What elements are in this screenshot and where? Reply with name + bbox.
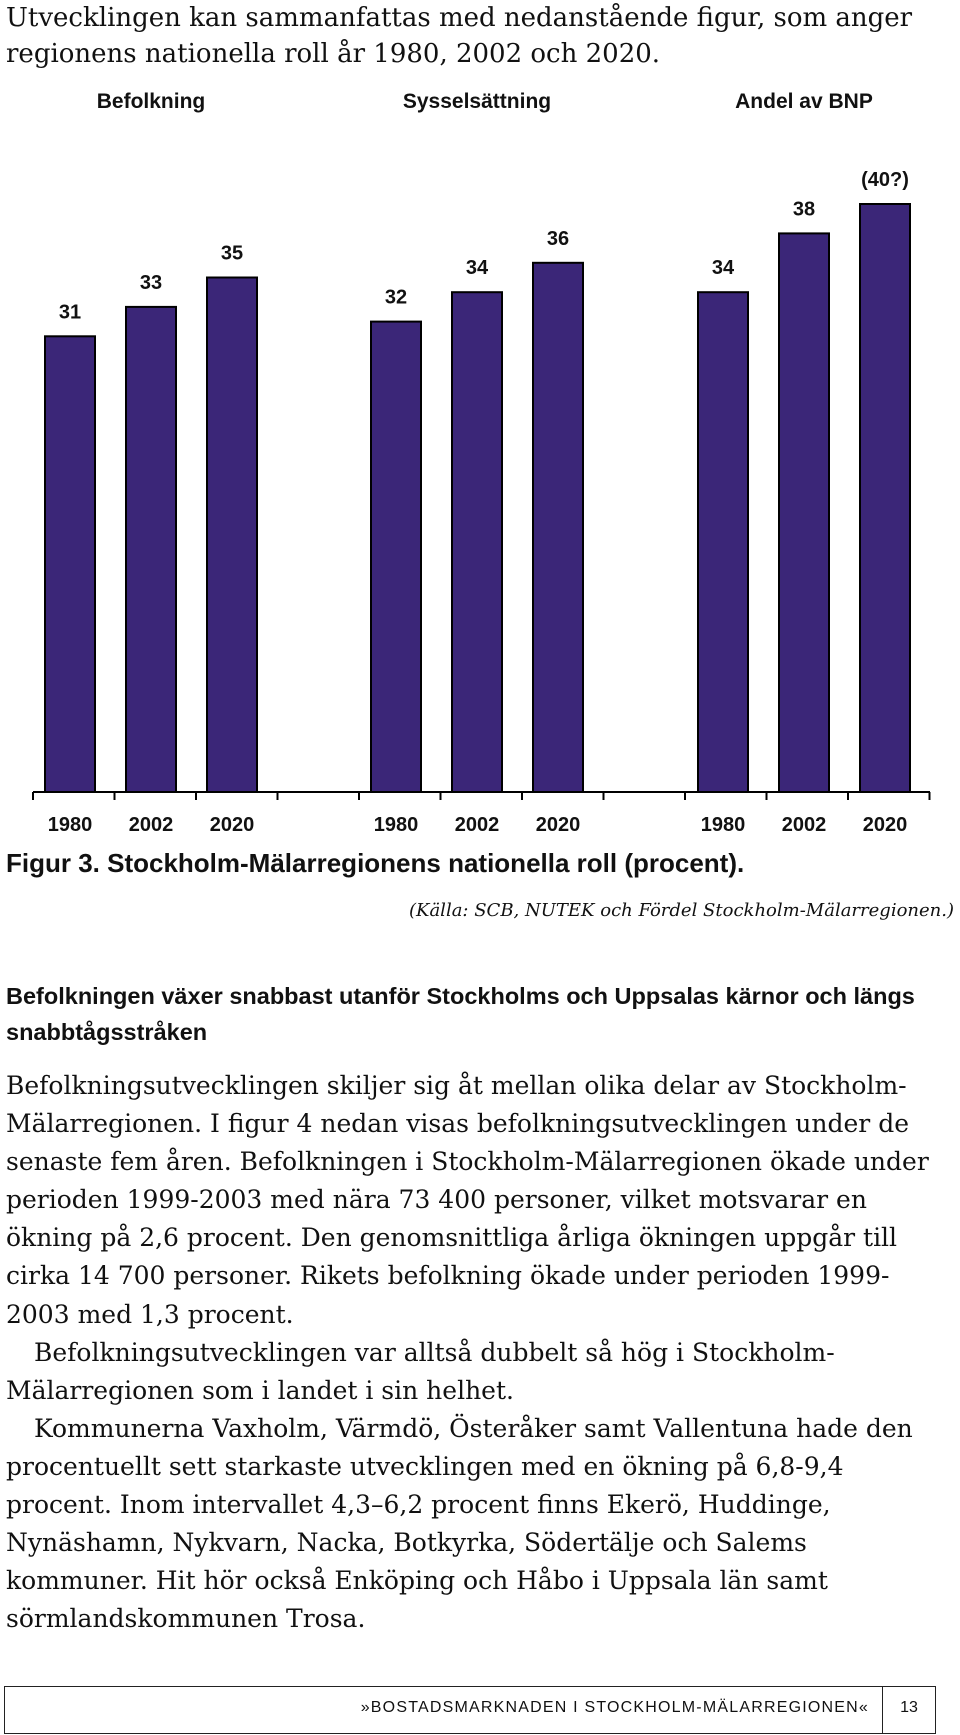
tick-label: 1980 xyxy=(700,814,746,836)
data-label: 38 xyxy=(792,198,816,221)
regional-role-bar-chart xyxy=(0,80,960,840)
intro-paragraph: Utvecklingen kan sammanfattas med nedanstående figur, som anger regionens nationella roll år 1980, 2002 och 2020. xyxy=(6,3,913,69)
tick-label: 2020 xyxy=(862,814,908,836)
bar xyxy=(371,322,421,792)
bar xyxy=(45,336,95,792)
tick-label: 1980 xyxy=(47,814,93,836)
chart-title: Andel av BNP xyxy=(735,90,873,113)
chart-title: Befolkning xyxy=(96,90,206,113)
data-label: 32 xyxy=(384,286,408,309)
paragraph: Kommunerna Vaxholm, Värmdö, Österåker samt Vallentuna hade den procentuellt sett starkaste utvecklingen med en ökning på 6,8-9,4 procent. Inom intervallet 4,3–6,2 procent finns Ekerö, Huddinge, Nynäshamn, Nykvarn, Nacka, Botkyrka, Södertälje och Salems kommuner. Hit hör också Enköping och Håbo i Uppsala län samt sörmlandskommunen Trosa. xyxy=(6,1413,913,1634)
data-label: (40?) xyxy=(861,169,909,191)
paragraph: Befolkningsutvecklingen skiljer sig åt mellan olika delar av Stockholm-Mälarregionen. I figur 4 nedan visas befolkningsutvecklingen under de senaste fem åren. Befolkningen i Stockholm-Mälarregionen ökade under perioden 1999-2003 med nära 73 400 personer, vilket motsvarar en ökning på 2,6 procent. Den genomsnittliga årliga ökningen uppgår till cirka 14 700 personer. Rikets befolkning ökade under perioden 1999-2003 med 1,3 procent. xyxy=(6,1071,929,1329)
data-label: 36 xyxy=(546,227,570,250)
tick-label: 2020 xyxy=(209,814,255,836)
tick-label: 2002 xyxy=(128,814,174,836)
paragraph: Befolkningsutvecklingen var alltså dubbelt så hög i Stockholm-Mälarregionen som i landet i sin helhet. xyxy=(6,1337,835,1405)
data-label: 35 xyxy=(220,242,244,265)
page-number: 13 xyxy=(900,1699,918,1716)
bar xyxy=(779,233,829,792)
tick-label: 2002 xyxy=(781,814,827,836)
body-text xyxy=(6,1067,951,1638)
section-heading: Befolkningen växer snabbast utanför Stockholms och Uppsalas kärnor och längs snabbtågsstråken xyxy=(6,983,915,1045)
data-label: 31 xyxy=(58,301,82,324)
bar xyxy=(860,204,910,792)
tick-label: 1980 xyxy=(373,814,419,836)
bar xyxy=(698,292,748,792)
figure-caption: Figur 3. Stockholm-Mälarregionens nationella roll (procent). xyxy=(6,848,745,878)
tick-label: 2002 xyxy=(454,814,500,836)
tick-label: 2020 xyxy=(535,814,581,836)
footer-title: »BOSTADSMARKNADEN I STOCKHOLM-MÄLARREGIONEN« xyxy=(360,1699,869,1716)
chart-title: Sysselsättning xyxy=(402,90,552,113)
bar xyxy=(533,263,583,792)
data-label: 33 xyxy=(139,271,163,294)
page-footer xyxy=(4,1686,936,1734)
bar xyxy=(452,292,502,792)
bar xyxy=(126,307,176,792)
figure-source: (Källa: SCB, NUTEK och Fördel Stockholm-Mälarregionen.) xyxy=(408,900,954,921)
data-label: 34 xyxy=(465,257,489,280)
bar xyxy=(207,278,257,793)
data-label: 34 xyxy=(711,257,735,280)
